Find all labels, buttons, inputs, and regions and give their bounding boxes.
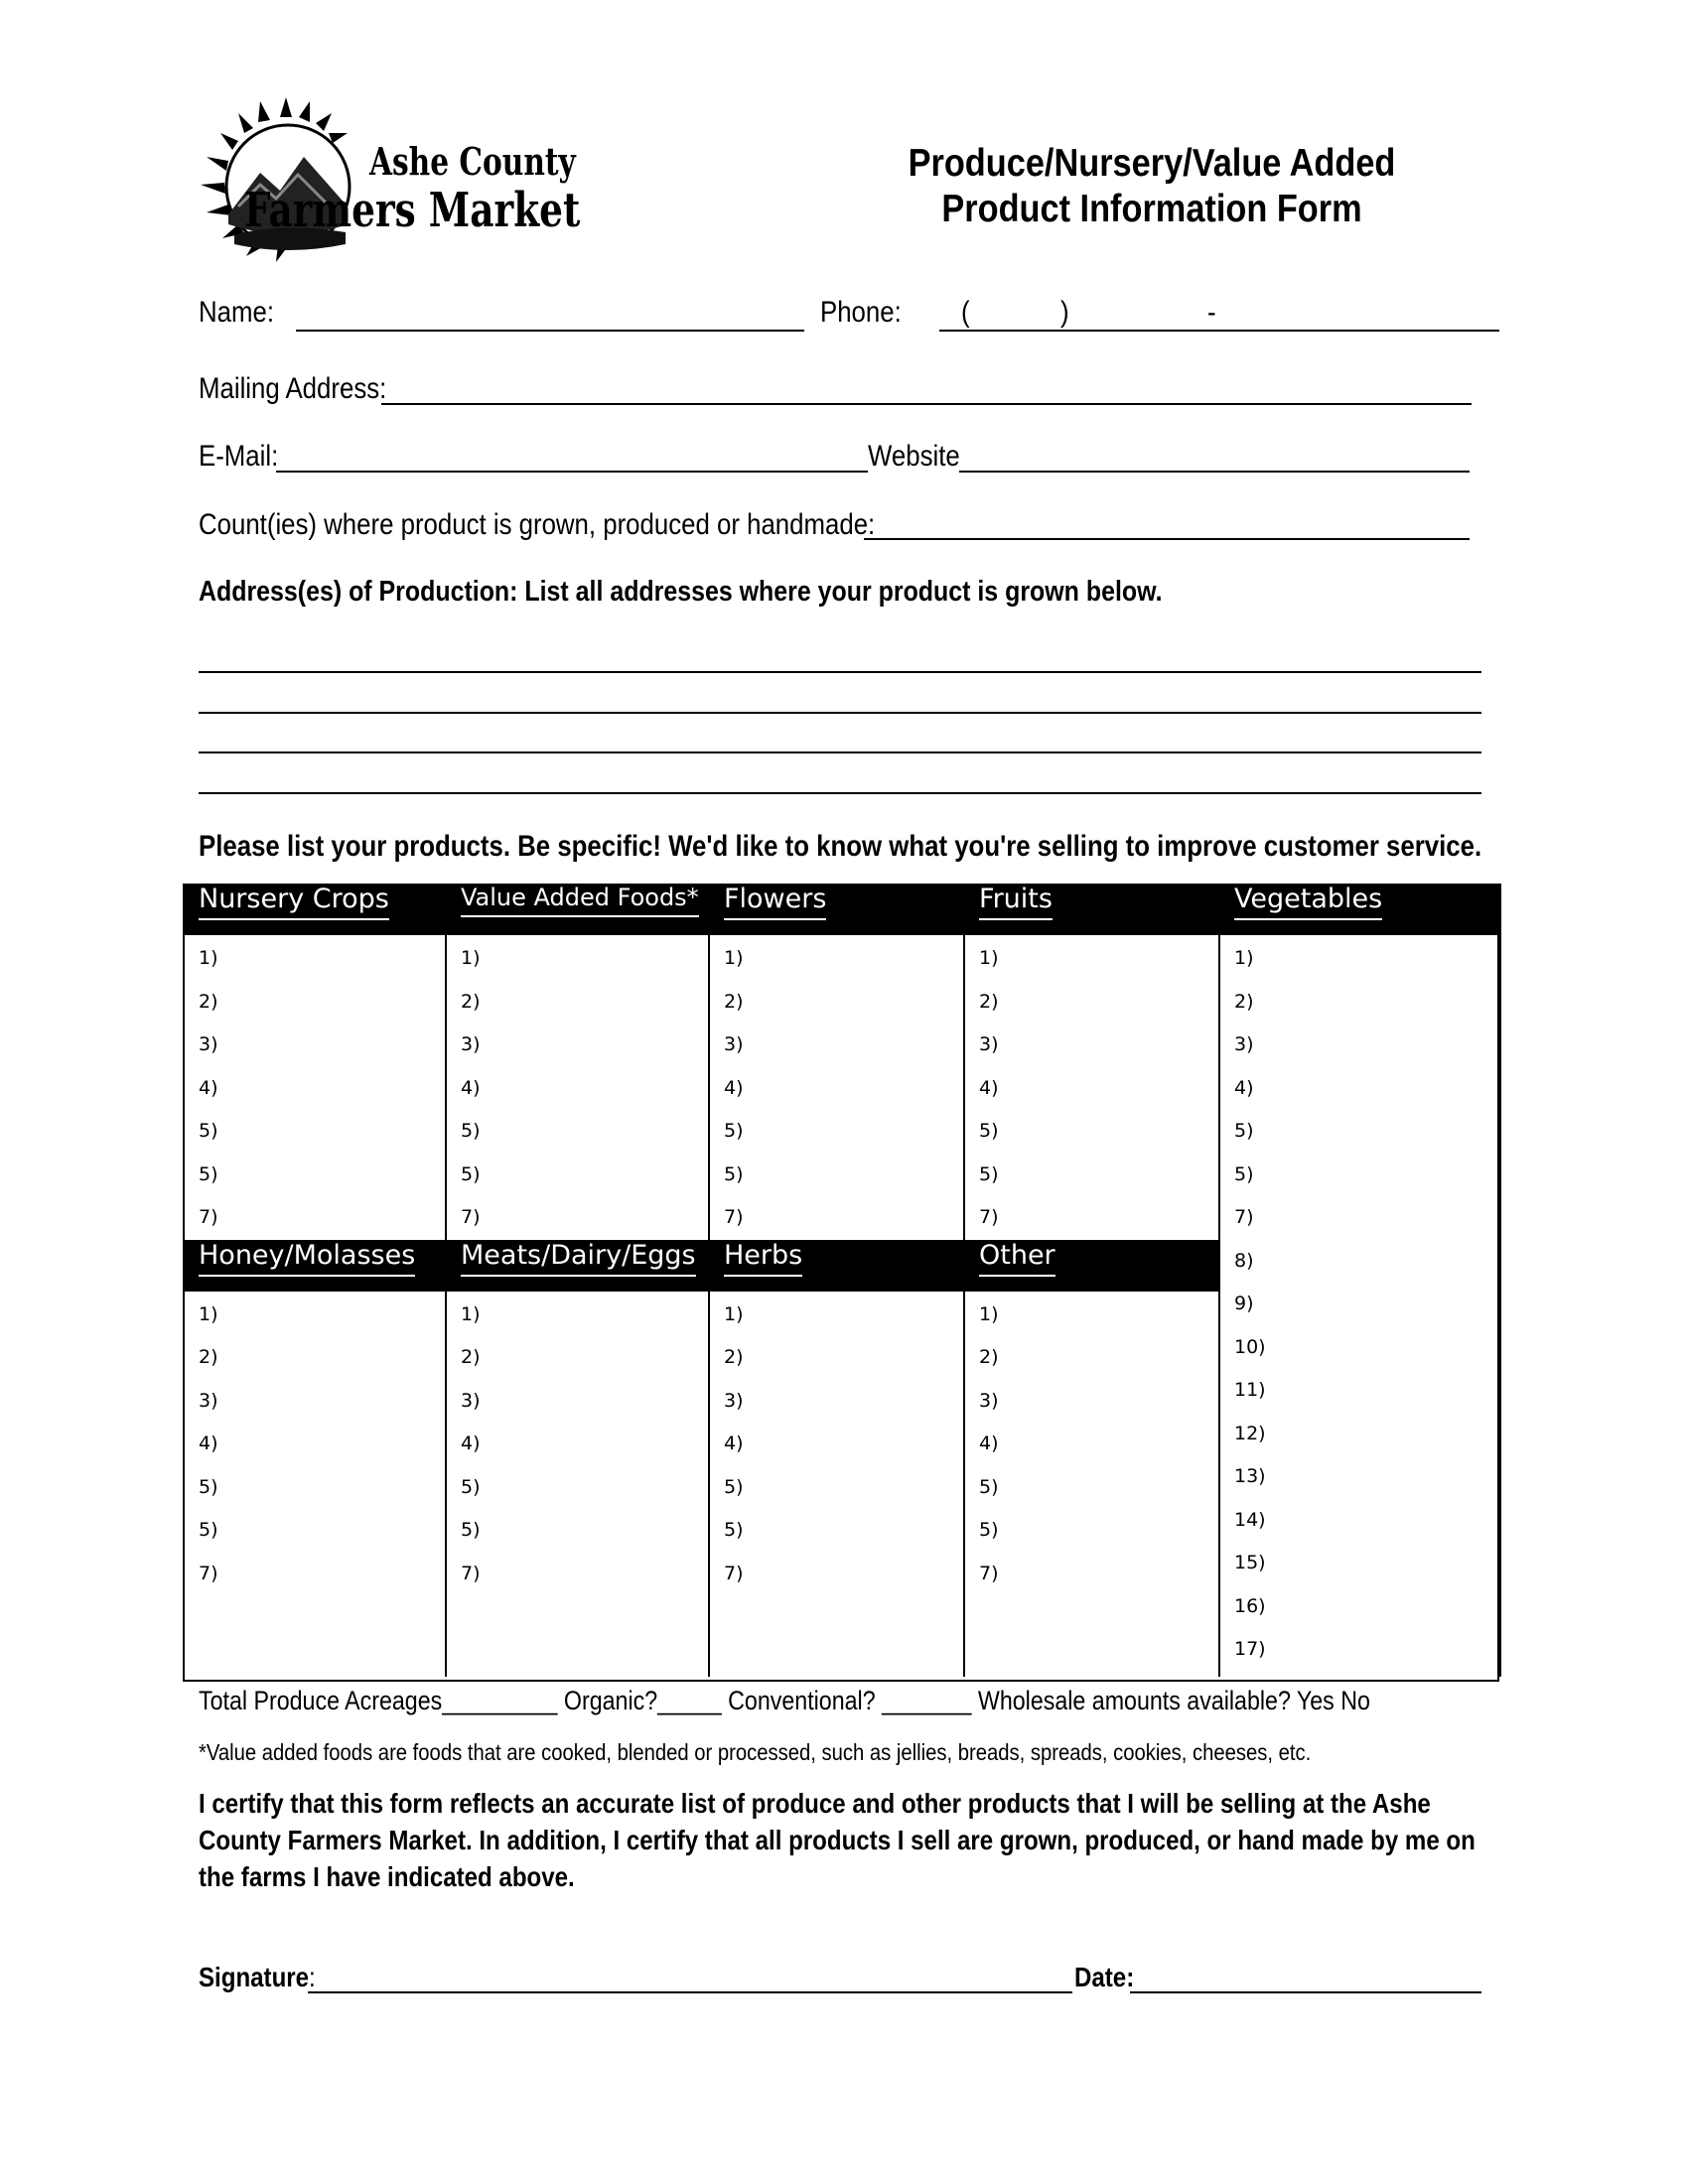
form-title [846, 141, 1458, 232]
list-number: 5) [724, 1162, 744, 1185]
signature-label: Signature: [199, 1962, 316, 1992]
value-added-foods-list[interactable] [446, 935, 709, 1240]
email-label: E-Mail: [199, 440, 279, 473]
list-number: 14) [1234, 1508, 1266, 1531]
list-number: 7) [724, 1562, 744, 1584]
meats-dairy-eggs-list[interactable] [446, 1292, 709, 1677]
production-address-line-4[interactable] [199, 792, 1481, 794]
phone-paren-open: ( [961, 296, 970, 329]
flowers-list[interactable] [709, 935, 964, 1240]
title-line2: Product Information Form [941, 188, 1362, 230]
list-number: 2) [979, 990, 999, 1013]
list-number: 10) [1234, 1335, 1266, 1358]
list-number: 7) [979, 1206, 999, 1228]
header-other: Other [964, 1240, 1219, 1292]
top-header-row [184, 884, 1500, 935]
list-number: 5) [724, 1519, 744, 1541]
list-number: 9) [1234, 1293, 1254, 1314]
list-number: 2) [979, 1346, 999, 1368]
list-number: 7) [461, 1206, 481, 1228]
list-number: 3) [199, 1389, 218, 1412]
list-number: 5) [461, 1475, 481, 1498]
website-field[interactable] [959, 471, 1470, 473]
list-number: 7) [724, 1206, 744, 1228]
list-number: 4) [724, 1076, 744, 1099]
list-number: 5) [199, 1120, 218, 1142]
list-number: 5) [461, 1120, 481, 1142]
list-number: 5) [199, 1475, 218, 1498]
header-meats-dairy-eggs: Meats/Dairy/Eggs [446, 1240, 709, 1292]
list-number: 7) [199, 1562, 218, 1584]
list-number: 1) [979, 1302, 999, 1325]
top-entry-row [184, 935, 1500, 1240]
list-number: 2) [199, 990, 218, 1013]
acreage-line[interactable]: Total Produce Acreages_________ Organic?_____ Conventional? _______ Wholesale amounts available? Yes No [199, 1686, 1370, 1715]
list-number: 16) [1234, 1594, 1266, 1617]
name-label: Name: [199, 296, 274, 329]
honey-molasses-list[interactable] [184, 1292, 446, 1677]
list-number: 4) [979, 1433, 999, 1454]
header-honey-molasses: Honey/Molasses [184, 1240, 446, 1292]
list-number: 1) [979, 947, 999, 969]
products-table [183, 884, 1501, 1677]
date-field[interactable] [1130, 1991, 1481, 1993]
fruits-list[interactable] [964, 935, 1219, 1240]
value-added-note: *Value added foods are foods that are cooked, blended or processed, such as jellies, breads, spreads, cookies, cheeses, etc. [199, 1739, 1312, 1765]
header-herbs: Herbs [709, 1240, 964, 1292]
certification-text: I certify that this form reflects an accurate list of produce and other products that I will be selling at the Ashe County Farmers Market. In addition, I certify that all products I sell are grown, produced, or hand made by me on the farms I have indicated above. [199, 1788, 1476, 1892]
list-number: 1) [461, 1302, 481, 1325]
list-number: 5) [461, 1519, 481, 1541]
production-address-line-2[interactable] [199, 712, 1481, 714]
title-line1: Produce/Nursery/Value Added [908, 142, 1396, 185]
products-heading: Please list your products. Be specific! We'd like to know what you're selling to improve customer service. [199, 830, 1482, 863]
vegetables-list[interactable] [1219, 935, 1500, 1677]
list-number: 3) [461, 1033, 481, 1055]
list-number: 5) [979, 1120, 999, 1142]
website-label: Website [868, 440, 960, 473]
list-number: 17) [1234, 1638, 1266, 1660]
list-number: 7) [199, 1206, 218, 1228]
list-number: 5) [979, 1475, 999, 1498]
list-number: 3) [979, 1389, 999, 1412]
list-number: 1) [724, 1302, 744, 1325]
header-flowers: Flowers [709, 884, 964, 935]
phone-label: Phone: [820, 296, 902, 329]
name-field[interactable] [296, 330, 804, 332]
phone-paren-close: ) [1060, 296, 1069, 329]
list-number: 1) [199, 1302, 218, 1325]
nursery-crops-list[interactable] [184, 935, 446, 1240]
list-number: 4) [199, 1433, 218, 1454]
list-number: 5) [1234, 1162, 1254, 1185]
logo-text-line2: Farmers Market [244, 183, 581, 238]
list-number: 2) [199, 1346, 218, 1368]
production-address-line-3[interactable] [199, 751, 1481, 753]
list-number: 5) [724, 1475, 744, 1498]
list-number: 3) [724, 1033, 744, 1055]
list-number: 3) [1234, 1033, 1254, 1055]
header-nursery-crops: Nursery Crops [184, 884, 446, 935]
header-vegetables: Vegetables [1219, 884, 1500, 935]
list-number: 4) [461, 1076, 481, 1099]
list-number: 13) [1234, 1465, 1266, 1487]
list-number: 3) [199, 1033, 218, 1055]
counties-field[interactable] [864, 538, 1470, 540]
list-number: 4) [724, 1433, 744, 1454]
list-number: 5) [979, 1519, 999, 1541]
mailing-label: Mailing Address: [199, 372, 387, 405]
phone-field[interactable] [939, 330, 1499, 332]
logo-text-line1: Ashe County [369, 139, 576, 184]
list-number: 4) [1234, 1076, 1254, 1099]
list-number: 4) [199, 1076, 218, 1099]
phone-dash: - [1207, 296, 1216, 329]
other-list[interactable] [964, 1292, 1219, 1677]
list-number: 2) [461, 990, 481, 1013]
counties-label: Count(ies) where product is grown, produced or handmade: [199, 508, 876, 541]
list-number: 4) [461, 1433, 481, 1454]
list-number: 1) [724, 947, 744, 969]
list-number: 7) [461, 1562, 481, 1584]
signature-field[interactable] [308, 1991, 1072, 1993]
list-number: 1) [1234, 947, 1254, 969]
mailing-field[interactable] [381, 403, 1472, 405]
list-number: 8) [1234, 1249, 1254, 1272]
list-number: 11) [1234, 1379, 1266, 1401]
list-number: 15) [1234, 1552, 1266, 1573]
list-number: 3) [461, 1389, 481, 1412]
list-number: 7) [979, 1562, 999, 1584]
list-number: 5) [724, 1120, 744, 1142]
list-number: 7) [1234, 1206, 1254, 1228]
list-number: 2) [724, 1346, 744, 1368]
list-number: 4) [979, 1076, 999, 1099]
list-number: 5) [199, 1519, 218, 1541]
production-address-line-1[interactable] [199, 671, 1481, 673]
date-label: Date: [1074, 1962, 1135, 1992]
list-number: 12) [1234, 1422, 1266, 1444]
production-heading: Address(es) of Production: List all addresses where your product is grown below. [199, 576, 1163, 608]
list-number: 1) [199, 947, 218, 969]
list-number: 5) [199, 1162, 218, 1185]
list-number: 3) [979, 1033, 999, 1055]
list-number: 5) [1234, 1120, 1254, 1142]
email-field[interactable] [276, 471, 868, 473]
header-value-added-foods: Value Added Foods* [446, 884, 709, 935]
list-number: 5) [979, 1162, 999, 1185]
list-number: 2) [1234, 990, 1254, 1013]
list-number: 2) [724, 990, 744, 1013]
list-number: 2) [461, 1346, 481, 1368]
list-number: 1) [461, 947, 481, 969]
list-number: 3) [724, 1389, 744, 1412]
header-fruits: Fruits [964, 884, 1219, 935]
list-number: 5) [461, 1162, 481, 1185]
herbs-list[interactable] [709, 1292, 964, 1677]
